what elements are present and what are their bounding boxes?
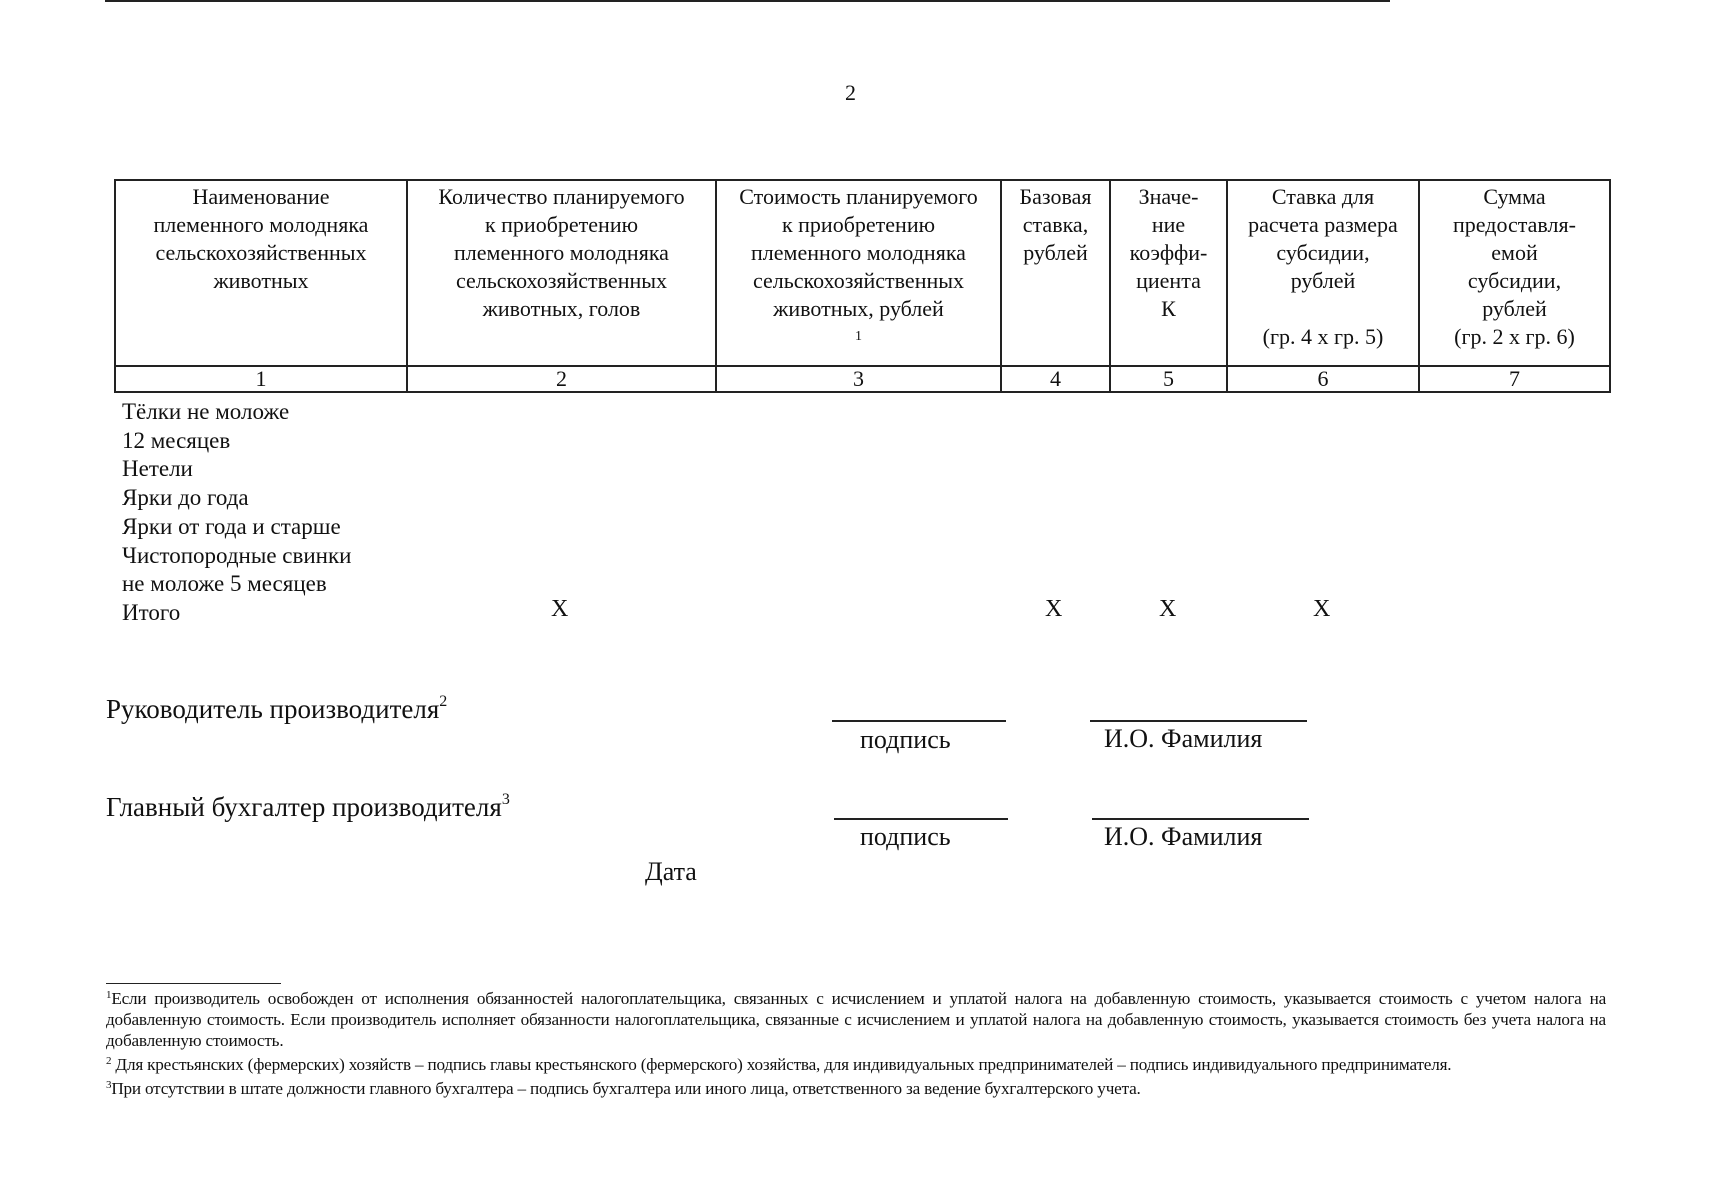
accountant-signature-title: Главный бухгалтер производителя$^3$ <box>106 791 510 822</box>
total-mark-col4: Х <box>1045 596 1063 622</box>
footnote-3: $^3$При отсутствии в штате должности главного бухгалтера – подпись бухгалтера или иного лица, ответственного за ведение бухгалтерского учета. <box>106 1079 1141 1098</box>
header-rate: Ставка для расчета размера субсидии, рублей (гр. 4 х гр. 5) <box>1227 180 1419 366</box>
accountant-name-line <box>1092 818 1309 820</box>
total-row-label: Итого <box>122 599 181 625</box>
footnote-1: $^1$Если производитель освобожден от исполнения обязанностей налогоплательщика, связанных с исчислением и уплатой налога на добавленную стоимость, указывается стоимость с учетом налога на добавленную стоимость. Если производитель исполняет обязанности налогоплательщика, связанные с исчислением и уплатой налога на добавленную стоимость, указывается стоимость без учета налога на добавленную стоимость. <box>106 989 1606 1050</box>
head-signature-line <box>832 720 1006 722</box>
row-label: Ярки до года <box>122 485 249 511</box>
footnote-separator <box>106 983 281 984</box>
total-mark-col5: Х <box>1159 596 1177 622</box>
header-name: Наименование племенного молодняка сельскохозяйственных животных <box>115 180 407 366</box>
head-sign-label: подпись <box>860 725 951 754</box>
column-number: 1 <box>115 366 407 392</box>
column-number: 2 <box>407 366 716 392</box>
column-number: 6 <box>1227 366 1419 392</box>
head-name-line <box>1090 720 1307 722</box>
header-quantity: Количество планируемого к приобретению племенного молодняка сельскохозяйственных животных, голов <box>407 180 716 366</box>
row-label: Чистопородные свинки <box>122 542 352 568</box>
accountant-sign-label: подпись <box>860 822 951 851</box>
row-label: Ярки от года и старше <box>122 513 341 539</box>
subsidy-table-header <box>114 179 1611 393</box>
footnotes <box>106 985 1606 1099</box>
column-number: 4 <box>1001 366 1110 392</box>
top-border-line <box>105 0 1390 2</box>
animal-rows <box>122 398 351 628</box>
accountant-name-label: И.О. Фамилия <box>1104 822 1263 851</box>
header-coefficient: Значе- ние коэффи- циента К <box>1110 180 1227 366</box>
head-name-label: И.О. Фамилия <box>1104 724 1263 753</box>
row-label: Нетели <box>122 456 193 482</box>
row-label: не моложе 5 месяцев <box>122 571 327 597</box>
header-subsidy-sum: Сумма предоставля- емой субсидии, рублей (гр. 2 х гр. 6) <box>1419 180 1610 366</box>
total-mark-col2: Х <box>551 596 569 622</box>
column-number: 5 <box>1110 366 1227 392</box>
footnote-2: $^2$ Для крестьянских (фермерских) хозяйств – подпись главы крестьянского (фермерского) хозяйства, для индивидуальных предпринимателей – подпись индивидуального предпринимателя. <box>106 1055 1452 1074</box>
accountant-signature-line <box>834 818 1008 820</box>
column-number: 3 <box>716 366 1001 392</box>
total-mark-col6: Х <box>1313 596 1331 622</box>
page-number: 2 <box>845 80 856 105</box>
row-label: Тёлки не моложе <box>122 399 290 424</box>
row-label: 12 месяцев <box>122 427 231 453</box>
header-cost: Стоимость планируемого к приобретению племенного молодняка сельскохозяйственных животных, рублей $^1$ <box>716 180 1001 366</box>
column-number: 7 <box>1419 366 1610 392</box>
head-signature-title: Руководитель производителя$^2$ <box>106 693 448 724</box>
header-base-rate: Базовая ставка, рублей <box>1001 180 1110 366</box>
date-label: Дата <box>645 857 697 886</box>
